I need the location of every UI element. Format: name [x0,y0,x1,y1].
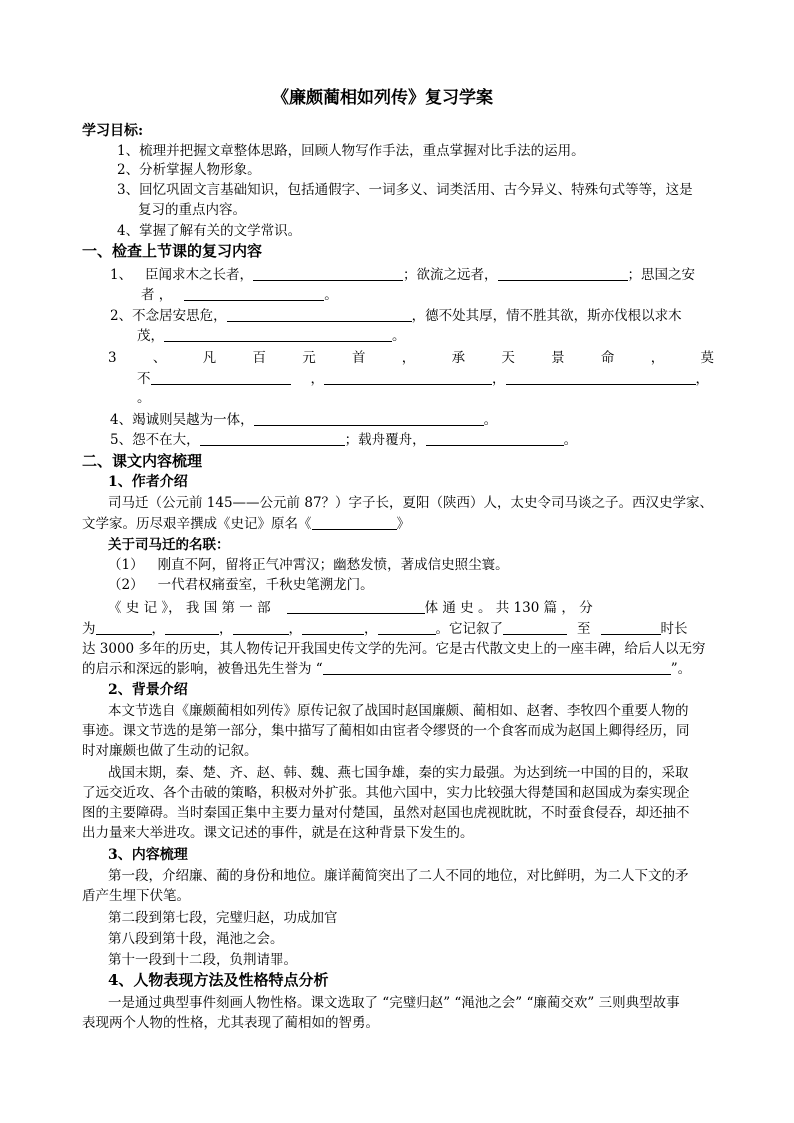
subsection-outline: 3、内容梳理 [108,847,188,863]
q2-prompt-c: 茂， [137,328,164,344]
q3-text-b [137,370,709,389]
outline-line-3: 第八段到第十段，渑池之会。 [108,931,284,947]
q5-blank-1[interactable] [200,431,345,446]
shiji-part-blank-2[interactable] [165,620,219,635]
saying-1-text: 刚直不阿，留将正气冲霄汉；幽愁发愤，著成信史照尘寰。 [157,557,509,573]
goal-3: 3、回忆巩固文言基础知识，包括通假字、一词多义、词类活用、古今异义、特殊句式等等，这是 [117,182,693,198]
q3-char: 莫 [700,350,714,366]
q3-char: 凡 [202,350,217,366]
shiji-line-2 [82,620,688,639]
shiji-line-2-mid: 。它记叙了 [435,621,503,637]
q3-blank-3[interactable] [506,370,696,385]
subsection-characters: 4、人物表现方法及性格特点分析 [108,971,329,989]
author-line-2-text: 文学家。历尽艰辛撰成《史记》原名《 [82,516,312,532]
q1-prompt-c: ；思国之安 [627,267,695,283]
q3-char: ， [650,350,665,366]
q4-prompt: 4、竭诚则吴越为一体， [110,412,254,428]
shiji-part-blank-4[interactable] [302,620,364,635]
shiji-line-4 [82,660,691,679]
q1-text-a [145,266,695,285]
saying-1-number: （1） [108,557,144,573]
shiji-line-4-text: 的启示和深远的影响，被鲁迅先生誉为 “ [82,661,323,677]
background-line-7: 出力量来大举进攻。课文记述的事件，就是在这种背景下发生的。 [82,825,474,841]
comma: ， [288,621,302,637]
shiji-duration: 时长 [660,621,688,637]
background-line-1: 本文节选自《廉颇蔺相如列传》原传记叙了战国时赵国廉颇、蔺相如、赵奢、李牧四个重要人物的 [108,703,689,719]
q2-end: 。 [392,328,406,344]
q3-char: 首 [352,350,366,366]
shiji-part-blank-3[interactable] [233,620,289,635]
q1-number: 1、 [110,267,133,283]
goals-heading: 学习目标: [82,123,144,139]
q3-sep-1: ， [310,371,324,387]
q1-prompt-a: 臣闻求木之长者， [145,267,253,283]
shiji-line-1 [108,599,593,618]
q2-text-b [137,327,406,346]
section-review-heading: 一、检查上节课的复习内容 [82,242,263,260]
saying-2-text: 一代君权痛蚕室，千秋史笔溯龙门。 [157,577,374,593]
q3-end: 。 [137,390,151,406]
saying-2 [108,576,374,595]
comma: ， [151,621,165,637]
q4-end: 。 [483,412,498,428]
q1-blank-2[interactable] [498,266,628,281]
q3-char: 命 [600,350,615,366]
shiji-end-blank[interactable] [601,620,661,635]
comma: ， [219,621,233,637]
q1-text-b [141,286,338,305]
q3-sep-2: ， [492,371,506,387]
author-line-2 [82,515,410,534]
q3-text-a [108,349,714,368]
page-title: 《廉颇蔺相如列传》复习学案 [272,88,493,108]
luxun-praise-blank[interactable] [323,660,671,675]
shiji-original-name-blank[interactable] [312,515,397,530]
background-line-6: 图的主要障碍。当时秦国正集中主要力量对付楚国，虽然对赵国也虎视眈眈，不时蚕食侵吞，却还抽不 [82,805,690,821]
q1-blank-1[interactable] [253,266,403,281]
q5-text [110,431,577,450]
shiji-line-4-end: ”。 [670,661,692,677]
q4-blank[interactable] [254,411,484,426]
q3-char: 元 [302,350,316,366]
q1-prompt-d: 者 ， [141,287,173,303]
saying-2-number: （2） [108,577,144,593]
outline-line-4: 第十一段到十二段，负荆请罪。 [108,952,297,968]
q3-char: 景 [551,350,565,366]
q3-char: 百 [252,350,266,366]
q2-prompt-a: 2、不念居安思危， [110,308,227,324]
shiji-start-blank[interactable] [503,620,567,635]
goal-2: 2、分析掌握人物形象。 [117,162,261,178]
q2-text-a [110,307,682,326]
goal-4: 4、掌握了解有关的文学常识。 [117,223,302,239]
q5-blank-2[interactable] [426,431,564,446]
background-line-4: 战国末期，秦、楚、齐、赵、韩、魏、燕七国争雄，秦的实力最强。为达到统一中国的目的，采取 [108,765,689,781]
q3-char: 3 [108,350,117,366]
author-line-1: 司马迁（公元前 145——公元前 87？）字子长，夏阳（陕西）人，太史令司马谈之子。西汉史学家、 [108,495,714,511]
q1-prompt-b: ；欲流之远者， [403,267,498,283]
shiji-line-2-prefix: 为 [82,621,96,637]
q5-prompt-b: ；载舟覆舟， [344,432,426,448]
shiji-to: 至 [577,621,591,637]
q3-char: 、 [152,350,167,366]
shiji-genre-blank[interactable] [287,599,425,614]
q1-blank-3[interactable] [184,286,324,301]
shiji-part-blank-1[interactable] [96,620,152,635]
shiji-line-3: 达 3000 多年的历史，其人物传记开我国史传文学的先河。它是古代散文史上的一座丰碑，给后人以无穷 [82,641,706,657]
q3-char: 承 [451,350,466,366]
q2-blank-1[interactable] [227,307,412,322]
saying-1 [108,556,509,575]
shiji-part-blank-5[interactable] [378,620,436,635]
q3-blank-2[interactable] [324,370,492,385]
q5-end: 。 [563,432,578,448]
q3-char: 天 [501,350,515,366]
background-line-5: 了远交近攻、各个击破的策略，积极对外扩张。其他六国中，实力比较强大得楚国和赵国成为秦实现企 [82,785,690,801]
comma: ， [364,621,378,637]
section-content-heading: 二、课文内容梳理 [82,452,203,470]
q2-blank-2[interactable] [164,327,392,342]
characters-line-2: 表现两个人物的性格，尤其表现了蔺相如的智勇。 [82,1015,379,1031]
goal-1: 1、梳理并把握文章整体思路，回顾人物写作手法，重点掌握对比手法的运用。 [117,143,585,159]
goal-3-cont: 复习的重点内容。 [138,202,246,218]
author-line-2-end: 》 [396,516,410,532]
q1-end: 。 [324,287,338,303]
q3-blank-1[interactable] [151,370,291,385]
outline-line-1: 第一段，介绍廉、蔺的身份和地位。廉详蔺简突出了二人不同的地位，对比鲜明，为二人下文的矛 [108,868,689,884]
q5-prompt-a: 5、怨不在大， [110,432,200,448]
shiji-line-1-text: 《 史 记 》， 我 国 第 一 部 [108,600,271,616]
shiji-line-1-end: 体 通 史 。 共 130 篇 ， 分 [424,600,593,616]
q3-char: ， [401,350,416,366]
q3-sep-3: ， [695,371,709,387]
background-line-2: 事迹。课文节选的是第一部分，集中描写了蔺相如由宦者令缪贤的一个食客而成为赵国上卿得经历，同 [82,723,690,739]
q4-text [110,411,497,430]
characters-line-1: 一是通过典型事件刻画人物性格。课文选取了 “完璧归赵” “渑池之会” “廉蔺交欢” 三则典型故事 [108,995,680,1011]
sayings-heading: 关于司马迁的名联： [108,537,230,553]
q3-prompt-b: 不 [137,371,151,387]
background-line-3: 时对廉颇也做了生动的记叙。 [82,743,258,759]
subsection-author: 1、作者介绍 [108,474,188,490]
outline-line-1-cont: 盾产生埋下伏笔。 [82,888,190,904]
q2-prompt-b: ，德不处其厚，情不胜其欲，斯亦伐根以求木 [411,308,682,324]
subsection-background: 2、背景介绍 [108,682,188,698]
outline-line-2: 第二段到第七段，完璧归赵，功成加官 [108,910,338,926]
